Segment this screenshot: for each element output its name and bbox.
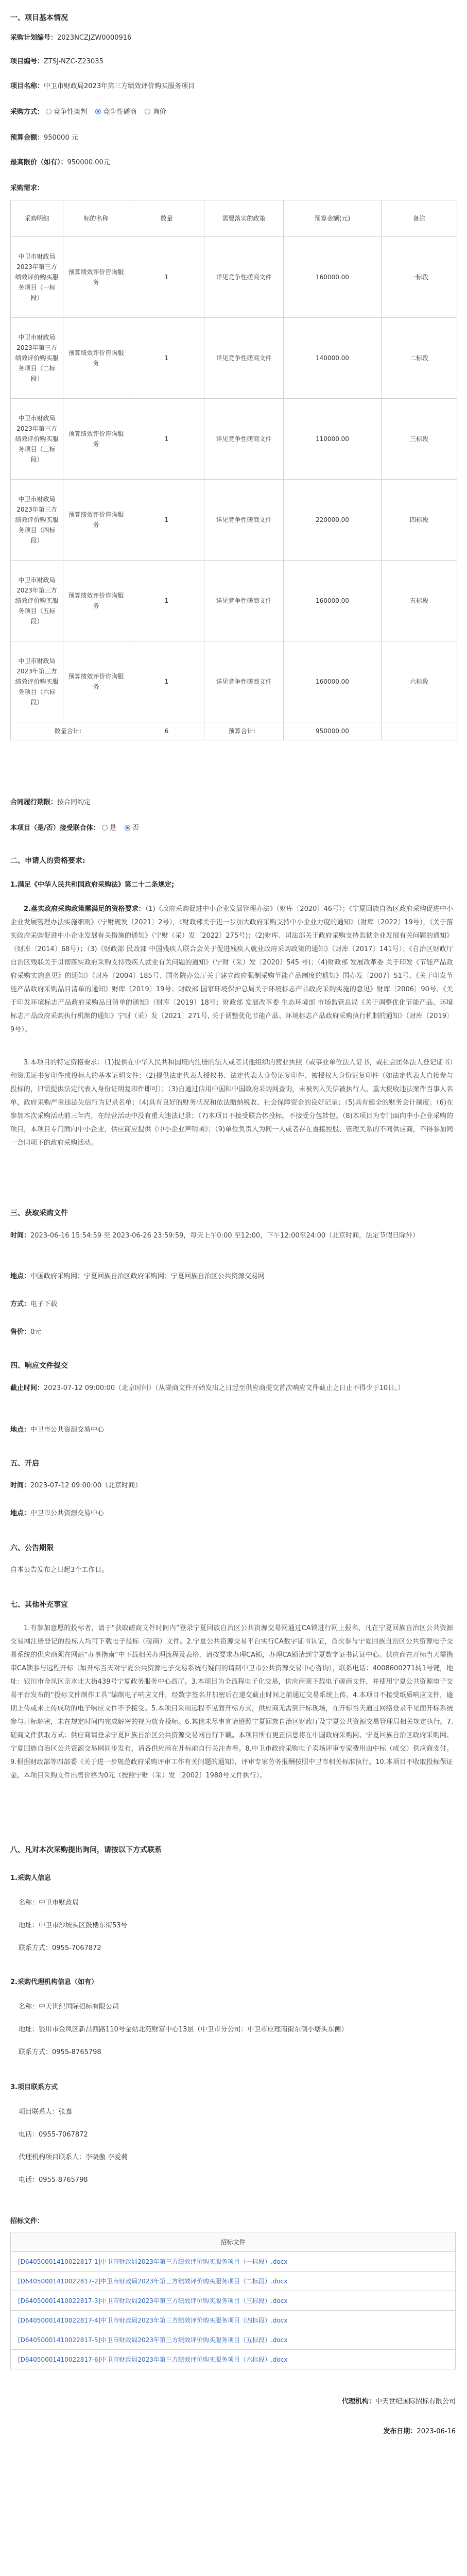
acquire-price-row [10,1326,41,1336]
cell-note: 三标段 [382,399,457,480]
proj-tel-label: 电话： [19,2131,39,2139]
cell-note: 一标段 [382,237,457,318]
requirements-table [10,200,457,740]
section-other-title: 七、其他补充事宜 [10,1601,68,1609]
notice-text: 自本公告发布之日起3个工作日。 [10,1566,109,1574]
cell-amount: 160000.00 [284,561,382,641]
attachments-table [10,2232,456,2369]
budget-label: 预算金额： [10,134,44,142]
max-price-row [10,157,110,166]
th-detail: 采购明细 [11,200,63,237]
acquire-place-row [10,1270,265,1280]
footer-date-label: 发布日期： [383,2428,417,2435]
supplier-req2-body: （1)《政府采购促进中小企业发展管理办法》（财库〔2020〕46号）；《宁夏回族自治区政府采购促进中小企业发展管理办法实施细则》（宁财规发〔2021〕2号），《财政部关于进一步加大政府采购支持中小企业力度的通知》（财库〔2022〕19号），《关于落实政府采购促进中小企业发展有关措施的通知》（宁财（采）发〔2022〕275号)；（2)财库、司法部关于政府采购支持监狱企业发展有关问题的通知》（财库〔2014〕68号）；（3)《财政部 民政部 中国残疾人联合会关于促进残疾人就业政府采购政策的通知》（财库〔2017〕141号）；《自治区财政厅 自治区残联关于贯彻落实政府采购支持残疾人就业有关问题的通知》（宁财（采）发〔2020〕545 号)；（4)财政部 发展改革委 关于印发《节能产品政府采购实施意见》的通知》（财库〔2004〕185号、国务院办公厅关于建立政府强制采购节能产品制度的通知》国办发〔2007〕51号、《关于印发节能产品政府采购品目清单的通知》财库〔2019〕19号；财政部 国家环境保护总局关于环境标志产品政府采购实施的意见》财库〔2006〕90号、《关于印发环境标志产品政府采购品目清单的通知》（财库〔2019〕18号；财政部 发展改革委 生态环境部 市场监管总局《关于调整优化节能产品、环境标志产品政府采购执行机制的通知》宁财（采）发〔2021〕271号, 关于调整优化节能产品、环境标志产品政府采购执行机制的通知》（财库〔2019〕9号）。 [10,905,453,1033]
section-submit-title: 四、响应文件提交 [10,1362,68,1370]
cell-detail: 中卫市财政局2023年第三方绩效评价购买服务项目（六标段） [11,641,63,722]
cell-note: 二标段 [382,318,457,399]
cell-amount: 220000.00 [284,480,382,561]
section-supplier-title: 二、申请人的资格要求: [10,857,85,865]
cell-detail: 中卫市财政局2023年第三方绩效评价购买服务项目（三标段） [11,399,63,480]
submit-deadline-label: 截止时间： [10,1384,44,1392]
attachment-link[interactable]: [D64050001410022817-6]中卫市财政局2023年第三方绩效评价购买服务项目（六标段）.docx [18,2356,288,2363]
contract-row [10,796,91,806]
th-policy: 需要落实的政策 [204,200,284,237]
cell-amount: 140000.00 [284,318,382,399]
cell-note: 五标段 [382,561,457,641]
proj-contact-row [19,2106,72,2116]
cell-policy: 详见竞争性磋商文件 [204,399,284,480]
buyer-addr-label: 地址： [19,1922,39,1929]
attachments-header: 招标文件 [11,2232,456,2252]
footer-date-row [383,2426,456,2435]
contract-value: 按合同约定 [57,799,91,806]
attachment-link[interactable]: [D64050001410022817-5]中卫市财政局2023年第三方绩效评价购买服务项目（五标段）.docx [18,2336,288,2344]
supplier-req2 [10,903,453,1037]
submit-deadline-value: 2023-07-12 09:00:00（北京时间）（从磋商文件开始发出之日起至供应商提交首次响应文件截止之日止不得少于10日。） [44,1384,405,1392]
cell-qty: 1 [129,237,204,318]
open-place-row [10,1507,104,1517]
agent-name-label: 名称： [19,2003,39,2011]
cell-qty: 1 [129,641,204,722]
method-option-0: 竞争性谈判 [54,108,88,116]
buyer-addr: 中卫市沙坡头区鼓楼东街53号 [39,1922,128,1929]
agent-name: 中天世纪国际招标有限公司 [39,2003,119,2011]
acquire-time-label: 时间： [10,1232,31,1240]
agent-contact-label: 代理机构项目联系人： [19,2154,86,2161]
budget-total-label: 预算合计： [204,722,284,740]
buyer-addr-row [19,1920,128,1929]
combo-no: 否 [132,824,140,832]
section-acquire-title: 三、获取采购文件 [10,1209,68,1217]
radio-method-0[interactable] [46,109,51,114]
plan-no-value: 2023NCZJZW0000916 [57,34,132,42]
acquire-way-value: 电子下载 [30,1300,58,1308]
open-time-value: 2023-07-12 09:00:00（北京时间） [30,1482,142,1489]
cell-detail: 中卫市财政局2023年第三方绩效评价购买服务项目（四标段） [11,480,63,561]
cell-detail: 中卫市财政局2023年第三方绩效评价购买服务项目（二标段） [11,318,63,399]
cell-policy: 详见竞争性磋商文件 [204,237,284,318]
plan-no-label: 采购计划编号： [10,34,58,42]
method-row [10,106,166,116]
table-row [11,237,457,318]
footer-agency-label: 代理机构： [341,2398,375,2405]
footer-agency-row [342,2396,456,2405]
attachment-link[interactable]: [D64050001410022817-1]中卫市财政局2023年第三方绩效评价购买服务项目（一标段）.docx [18,2258,288,2265]
cell-note: 四标段 [382,480,457,561]
cell-qty: 1 [129,399,204,480]
cell-name: 预算绩效评价咨询服务 [63,399,129,480]
attachment-link[interactable]: [D64050001410022817-3]中卫市财政局2023年第三方绩效评价购买服务项目（三标段）.docx [18,2297,288,2304]
other-text-block [10,1622,453,1783]
open-place-label: 地点： [10,1510,31,1517]
cell-qty: 1 [129,480,204,561]
radio-combo-yes[interactable] [102,825,108,831]
cell-qty: 1 [129,561,204,641]
proj-name-label: 项目名称： [10,82,44,90]
max-price-value: 950000.00元 [67,159,110,166]
agent-title: 2.采购代理机构信息（如有） [10,1978,98,1986]
acquire-way-row [10,1298,57,1308]
submit-place-row [10,1424,104,1434]
proj-tel: 0955-7067872 [39,2131,88,2139]
table-row [11,480,457,561]
buyer-name-row [19,1897,79,1907]
acquire-time-value: 2023-06-16 15:54:59 至 2023-06-26 23:59:59，每天上午0:00 至12:00，下午12:00至24:00（北京时间，法定节假日除外） [30,1232,420,1240]
cell-qty: 1 [129,318,204,399]
proj-contact-title: 3.项目联系方式 [10,2083,58,2091]
other-text: 1.有参加意愿的投标者，请于“获取磋商文件时间内”登录宁夏回族自治区公共资源交易网通过CA锁进行网上报名，凡在宁夏回族自治区公共资源交易网注册登记的投标人均可下载电子投标（磋商）文件。2.宁夏公共资源交易平台实行CA数字证书认证，首次参与宁夏回族自治区公共资源电子交易系统的供应商须在网站“办事指南”中下载相关办理流程及表格，请按要求办理CA锁，办理CA锁请到宁夏数字证书认证中心。供应商在开标当天需携带CA锁参与远程开标（如开标当天对宁夏公共资源电子交易系统有疑问的请到中卫市公共资源交易中心咨询），联系电话：4008600271转1号键，地址：银川市金凤区亲水北大街439号宁夏政务服务中心西厅。3.本项目为全流程电子化交易，供应商须下载电子磋商文件，并使用宁夏公共资源电子交易平台发布的“投标文件制作工具”编制电子响应文件，经数字签名并加密后在递交截止时间之前通过交易系统上传。4.本项目不接受纸质响应文件，逾期上传或未上传成功的电子响应文件不予接受。5.本项目采用远程不见面开标方式，供应商无需到开标现场，在开标当天通过网络登录不见面开标系统参与开标解密，未在规定时间内完成解密的视为放弃投标。6.其他未尽事宜请遵照宁夏回族自治区财政厅及宁夏公共资源交易管理局相关规定执行。7.磋商文件获取方式：供应商请登录宁夏回族自治区公共资源交易网自行下载。本项目所有更正信息将在中国政府采购网、宁夏回族自治区政府采购网、宁夏回族自治区公共资源交易网同步发布，请各供应商在开标前自行关注查看。8.中卫市政府采购电子卖场评审专家费用由中标（成交）供应商支付。9.根据财政部等四部委《关于进一步规范政府采购评审工作有关问题的通知》，评审专家劳务报酬按照中卫市相关标准执行。10.本项目不收取投标保证金。本项目采购文件出售价格为0元（按照宁财（采）发〔2002〕1980号文件执行）。 [10,1624,453,1780]
submit-deadline-row [10,1382,453,1395]
acquire-way-label: 方式： [10,1300,31,1308]
table-total-row [11,722,457,740]
total-qty-label: 数量合计： [11,722,129,740]
total-qty-value: 6 [129,722,204,740]
combo-row [10,822,139,832]
radio-method-1[interactable] [95,109,101,114]
open-time-label: 时间： [10,1482,31,1489]
contract-label: 合同履行期限： [10,799,58,806]
agent-tel-label: 联系方式： [19,2048,53,2056]
combo-yes: 是 [109,824,116,832]
submit-place-label: 地点： [10,1426,31,1434]
budget-total-value: 950000.00 [284,722,382,740]
cell-name: 预算绩效评价咨询服务 [63,318,129,399]
cell-amount: 110000.00 [284,399,382,480]
open-place-value: 中卫市公共资源交易中心 [30,1510,105,1517]
req-label: 采购需求： [10,184,44,192]
cell-detail: 中卫市财政局2023年第三方绩效评价购买服务项目（一标段） [11,237,63,318]
open-time-row [10,1480,142,1489]
agent-tel-row [19,2046,101,2056]
cell-amount: 160000.00 [284,641,382,722]
proj-tel-row [19,2129,88,2139]
agent-name-row [19,2001,119,2011]
supplier-req3-text: 3.本项目的特定资格要求：（1)提供在中华人民共和国境内注册的法人或者其他组织的营业执照（或事业单位法人证书，或社会团体法人登记证书）和资质证书复印件或投标人的基本证明文件；（2)提供法定代表人授权书、法定代表人身份证复印件、被授权人身份证复印件（如法定代表人直接参与投标的，只需提供法定代表人身份证明复印件即可）；（3)自通过信用中国和中国政府采购网查询，未被列入失信被执行人、重大税收违法案件当事人名单，政府采购严重违法失信行为记录名单；（4)具有良好的财务状况和依法缴纳税收、社会保障资金的良好记录；（5)具有健全的财务会计制度；（6)在参加本次采购活动前三年内，在经营活动中没有重大违法记录；（7)本项目不接受联合体投标，不接受分包转包。（8)本项目为专门面向中小企业采购的项目，本项目专门面向中小企业，供应商应提供《中小企业声明函》；（9)单位负责人为同一人或者存在直接控股、管理关系的不同供应商，不得参加同一合同项下的政府采购活动。 [10,1059,453,1147]
acquire-price-value: 0元 [30,1328,42,1336]
attachments-title: 招标文件： [10,2217,44,2225]
proj-contact: 张嘉 [59,2108,73,2116]
agent-tel2-label: 电话： [19,2176,39,2184]
acquire-place-value: 中国政府采购网；宁夏回族自治区政府采购网；宁夏回族自治区公共资源交易网 [30,1273,265,1280]
cell-policy: 详见竞争性磋商文件 [204,561,284,641]
footer-agency: 中天世纪国际招标有限公司 [375,2398,456,2405]
agent-tel: 0955-8765798 [52,2048,101,2056]
section-open-title: 五、开启 [10,1460,39,1468]
agent-addr-label: 地址： [19,2026,39,2033]
acquire-time-row [10,1229,453,1243]
section-basic-title: 一、项目基本情况 [10,14,68,22]
th-qty: 数量 [129,200,204,237]
supplier-req1: 1.满足《中华人民共和国政府采购法》第二十二条规定; [10,881,175,889]
buyer-name: 中卫市财政局 [39,1899,79,1907]
requirements-header [11,200,457,237]
section-notice-title: 六、公告期限 [10,1544,54,1552]
budget-row [10,132,78,142]
buyer-title: 1.采购人信息 [10,1874,51,1882]
cell-amount: 160000.00 [284,237,382,318]
cell-detail: 中卫市财政局2023年第三方绩效评价购买服务项目（五标段） [11,561,63,641]
proj-no-label: 项目编号： [10,58,44,65]
budget-value: 950000 元 [44,134,78,142]
th-name: 标的名称 [63,200,129,237]
cell-name: 预算绩效评价咨询服务 [63,641,129,722]
radio-combo-no[interactable] [125,825,130,831]
table-row [11,561,457,641]
th-note: 备注 [382,200,457,237]
cell-policy: 详见竞争性磋商文件 [204,641,284,722]
supplier-req2-title: 2.落实政府采购政策需满足的资格要求： [24,905,145,913]
section-contact-title: 八、凡对本次采购提出询问，请按以下方式联系 [10,1846,162,1854]
proj-name-value: 中卫市财政局2023年第三方绩效评价购买服务项目 [44,82,195,90]
acquire-place-label: 地点： [10,1273,31,1280]
agent-tel2: 0955-8765798 [39,2176,88,2184]
attachment-link[interactable]: [D64050001410022817-4]中卫市财政局2023年第三方绩效评价购买服务项目（四标段）.docx [18,2317,288,2324]
th-amount: 预算金额(元) [284,200,382,237]
req-label-row [10,182,44,192]
proj-no-row [10,56,103,65]
method-label: 采购方式： [10,108,44,116]
method-option-1: 竞争性磋商 [103,108,137,116]
acquire-price-label: 售价： [10,1328,31,1336]
plan-no-row [10,32,131,42]
max-price-label: 最高限价（如有）： [10,159,67,166]
supplier-req3 [10,1056,453,1150]
cell-name: 预算绩效评价咨询服务 [63,237,129,318]
radio-method-2[interactable] [145,109,150,114]
total-empty-cell [382,722,457,740]
buyer-tel-row [19,1942,101,1952]
buyer-tel: 0955-7067872 [52,1944,101,1952]
cell-policy: 详见竞争性磋商文件 [204,318,284,399]
agent-contact-row [19,2151,128,2161]
proj-contact-label: 项目联系人： [19,2108,59,2116]
buyer-name-label: 名称： [19,1899,39,1907]
table-row [11,399,457,480]
cell-note: 六标段 [382,641,457,722]
agent-tel2-row [19,2174,88,2184]
table-row [11,641,457,722]
agent-contact: 李晓傲 李爱莉 [85,2154,128,2161]
method-option-2: 询价 [152,108,166,116]
agent-addr: 银川市金凤区新昌西路110号金站北苑财富中心13层（中卫市分公司：中卫市应理南街东侧小塘头东侧） [39,2026,348,2033]
cell-name: 预算绩效评价咨询服务 [63,561,129,641]
buyer-tel-label: 联系方式： [19,1944,53,1952]
footer-date: 2023-06-16 [417,2428,456,2435]
cell-policy: 详见竞争性磋商文件 [204,480,284,561]
submit-place-value: 中卫市公共资源交易中心 [30,1426,105,1434]
cell-name: 预算绩效评价咨询服务 [63,480,129,561]
proj-name-row [10,80,195,90]
combo-label: 本项目（是/否）接受联合体： [10,824,100,832]
proj-no-value: ZTSJ-NZC-Z23035 [44,58,103,65]
agent-addr-row [19,2024,348,2033]
attachment-link[interactable]: [D64050001410022817-2]中卫市财政局2023年第三方绩效评价购买服务项目（二标段）.docx [18,2278,288,2285]
table-row [11,318,457,399]
